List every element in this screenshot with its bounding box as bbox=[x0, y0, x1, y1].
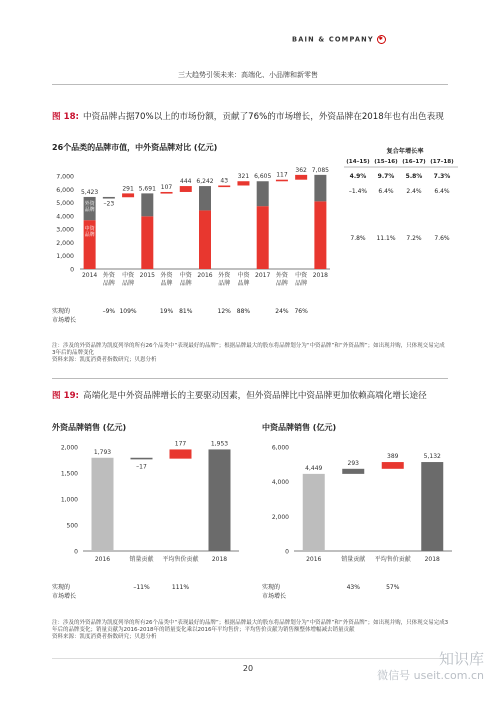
fig18-ytick-label: 0 bbox=[70, 266, 74, 274]
fig18-ytick-label: 6,000 bbox=[56, 186, 74, 194]
figure19-note-text: 注：涉及的外资品牌为凯度列举的所有26个品类中“表现最好的品牌”；根据品牌最大的股东将品牌划分为“中资品牌”和“外资品牌”；如出现并购，只体现交易完成3年后的品牌变化；销量贡献为2016-2018年的销量变化乘以2016年平均售价；平均售价贡献为销售额整体增幅减去销量贡献 bbox=[52, 620, 449, 634]
fig19-left-growth-value: –11% bbox=[133, 584, 150, 591]
fig19-left-bar-delta bbox=[170, 449, 192, 458]
cagr-value: 7.6% bbox=[434, 235, 450, 242]
figure19-title: 高端化是中外资品牌增长的主要驱动因素，但外资品牌比中资品牌更加依赖高端化增长途径 bbox=[82, 391, 427, 401]
fig18-ytick-label: 5,000 bbox=[56, 200, 74, 208]
fig18-data-label: 43 bbox=[220, 177, 229, 185]
fig19-right-ytick-label: 6,000 bbox=[271, 444, 289, 452]
cagr-value: 9.7% bbox=[377, 173, 395, 180]
fig19-right-bar-delta bbox=[382, 462, 404, 469]
fig18-data-label: 321 bbox=[237, 173, 250, 181]
figure19-number: 图 19: bbox=[52, 391, 79, 401]
cagr-value: 4.9% bbox=[349, 173, 367, 180]
fig18-xtick-label: 外资 bbox=[160, 272, 173, 279]
figure19-heading bbox=[52, 390, 462, 403]
figure19-left-chart-title: 外资品牌销售 (亿元) bbox=[52, 423, 127, 432]
fig18-bar-foreign bbox=[141, 193, 153, 216]
fig19-left-data-label: –17 bbox=[136, 463, 147, 471]
cagr-value: 11.1% bbox=[376, 235, 396, 242]
fig19-left-xtick-label: 销量贡献 bbox=[129, 556, 154, 563]
fig19-right-xtick-label: 2018 bbox=[424, 556, 440, 563]
cagr-period-header: (15–16) bbox=[374, 159, 398, 165]
page-number: 20 bbox=[242, 664, 254, 673]
fig18-growth-value: 24% bbox=[275, 308, 289, 315]
figure18-source: 资料来源：凯度消费者指数研究；贝恩分析 bbox=[52, 357, 157, 364]
section-divider bbox=[52, 378, 448, 379]
fig18-segment-label-foreign: 外资 bbox=[84, 200, 95, 207]
fig18-growth-value: –9% bbox=[102, 308, 116, 315]
cagr-value: 2.4% bbox=[406, 188, 422, 195]
fig18-bar-domestic bbox=[314, 201, 326, 269]
fig19-right-data-label: 389 bbox=[387, 453, 399, 461]
cagr-value: 7.3% bbox=[433, 173, 451, 180]
fig18-delta-bar-positive bbox=[180, 186, 192, 192]
fig19-left-xtick-label: 2018 bbox=[211, 556, 228, 563]
fig18-delta-bar-positive bbox=[122, 193, 134, 197]
fig18-data-label: 291 bbox=[122, 185, 134, 193]
cagr-value: 6.4% bbox=[434, 188, 450, 195]
fig18-data-label: 444 bbox=[180, 178, 192, 186]
fig19-right-xtick-label: 销量贡献 bbox=[341, 556, 366, 563]
fig19-right-growth-label: 市场增长 bbox=[262, 593, 287, 600]
fig19-left-ytick-label: 1,000 bbox=[60, 496, 78, 504]
fig18-xtick-label: 2016 bbox=[197, 272, 213, 279]
fig19-right-xtick-label: 2016 bbox=[306, 556, 322, 563]
fig18-segment-label-foreign: 品牌 bbox=[84, 206, 95, 213]
fig18-ytick-label: 7,000 bbox=[56, 173, 74, 181]
fig19-left-bar-delta bbox=[131, 458, 153, 460]
fig18-xtick-label: 品牌 bbox=[102, 280, 115, 287]
fig18-ytick-label: 4,000 bbox=[56, 213, 74, 221]
fig18-xtick-label: 外资 bbox=[102, 272, 115, 279]
fig19-right-growth-label: 实现的 bbox=[262, 584, 281, 591]
fig18-xtick-label: 2017 bbox=[255, 272, 271, 279]
fig18-xtick-label: 品牌 bbox=[122, 280, 135, 287]
fig18-bar-domestic bbox=[257, 206, 269, 269]
fig19-left-xtick-label: 2016 bbox=[94, 556, 111, 563]
fig18-xtick-label: 品牌 bbox=[218, 280, 231, 287]
fig18-growth-value: 88% bbox=[236, 308, 251, 315]
fig19-left-ytick-label: 500 bbox=[66, 522, 78, 530]
fig18-xtick-label: 品牌 bbox=[160, 280, 173, 287]
figure18-note-text: 注：涉及的外资品牌为凯度列举的所有26个品类中“表现最好的品牌”；根据品牌最大的股东将品牌划分为“中资品牌”和“外资品牌”；如出现并购，只体现交易完成3年后的品牌变化 bbox=[52, 343, 445, 357]
fig19-right-data-label: 293 bbox=[347, 459, 359, 467]
fig19-right-growth-value: 43% bbox=[346, 584, 360, 591]
fig18-data-label: –23 bbox=[103, 200, 115, 208]
brand-name: BAIN & COMPANY bbox=[292, 35, 374, 44]
figure19-note bbox=[52, 620, 452, 642]
fig18-data-label: 6,242 bbox=[196, 178, 214, 186]
fig18-data-label: 5,423 bbox=[81, 188, 99, 196]
fig18-growth-value: 109% bbox=[119, 308, 137, 315]
fig19-left-growth-label: 市场增长 bbox=[52, 593, 77, 600]
fig19-right-growth-value: 57% bbox=[386, 584, 400, 591]
fig18-delta-bar-positive bbox=[276, 180, 288, 182]
fig18-growth-value: 76% bbox=[294, 308, 308, 315]
page-subtitle: 三大趋势引领未来：高端化、小品牌和新零售 bbox=[178, 71, 318, 79]
fig18-bar-foreign bbox=[199, 186, 211, 210]
fig18-xtick-label: 中资 bbox=[295, 272, 308, 279]
cagr-value: 5.8% bbox=[405, 173, 423, 180]
figure18-chart-title: 26个品类的品牌市值，中外资品牌对比 (亿元) bbox=[52, 143, 218, 152]
fig19-right-ytick-label: 4,000 bbox=[271, 479, 289, 487]
fig18-data-label: 6,605 bbox=[254, 173, 272, 181]
cagr-value: –1.4% bbox=[348, 188, 368, 195]
fig18-data-label: 107 bbox=[160, 183, 173, 191]
fig18-bar-domestic bbox=[141, 216, 153, 269]
brand-mark-icon: ✱ bbox=[378, 36, 385, 42]
fig18-delta-bar-positive bbox=[218, 185, 230, 187]
fig18-growth-value: 12% bbox=[217, 308, 231, 315]
fig19-left-data-label: 177 bbox=[174, 440, 187, 448]
cagr-title: 复合年增长率 bbox=[386, 148, 424, 155]
fig19-right-bar-total bbox=[303, 474, 325, 551]
fig18-xtick-label: 品牌 bbox=[179, 280, 192, 287]
fig18-segment-label-domestic: 品牌 bbox=[84, 232, 95, 239]
fig18-growth-value: 19% bbox=[159, 308, 174, 315]
fig18-delta-bar-negative bbox=[103, 197, 115, 199]
fig18-bar-foreign bbox=[314, 175, 326, 201]
figure18-note bbox=[52, 343, 447, 365]
fig18-xtick-label: 2015 bbox=[139, 272, 155, 279]
figure18-number: 图 18: bbox=[52, 112, 79, 122]
fig18-bar-foreign bbox=[257, 181, 269, 206]
fig19-left-xtick-label: 平均售价贡献 bbox=[162, 556, 199, 563]
fig18-xtick-label: 中资 bbox=[122, 272, 135, 279]
fig18-growth-label: 实现的 bbox=[52, 308, 71, 315]
fig18-delta-bar-positive bbox=[237, 181, 249, 185]
fig19-right-data-label: 5,132 bbox=[423, 453, 441, 461]
cagr-value: 7.8% bbox=[350, 235, 366, 242]
fig19-left-growth-value: 111% bbox=[171, 584, 190, 591]
fig18-ytick-label: 2,000 bbox=[56, 239, 74, 247]
fig18-ytick-label: 3,000 bbox=[56, 226, 74, 234]
fig18-data-label: 117 bbox=[276, 171, 288, 179]
fig19-right-ytick-label: 0 bbox=[285, 548, 289, 556]
figure19-source: 资料来源：凯度消费者指数研究；贝恩分析 bbox=[52, 634, 157, 641]
fig18-xtick-label: 品牌 bbox=[275, 280, 288, 287]
cagr-period-header: (14–15) bbox=[346, 159, 370, 165]
figure19-right-chart-title: 中资品牌销售 (亿元) bbox=[262, 423, 337, 432]
fig19-left-growth-label: 实现的 bbox=[52, 584, 71, 591]
fig19-right-bar-total bbox=[421, 462, 443, 551]
fig18-xtick-label: 品牌 bbox=[237, 280, 250, 287]
fig18-ytick-label: 1,000 bbox=[56, 253, 74, 261]
fig19-left-data-label: 1,793 bbox=[93, 448, 112, 456]
fig18-delta-bar-positive bbox=[295, 175, 307, 180]
fig19-right-data-label: 4,449 bbox=[305, 464, 323, 472]
fig18-xtick-label: 外资 bbox=[275, 272, 288, 279]
fig19-left-bar-total bbox=[92, 458, 114, 551]
fig18-data-label: 5,691 bbox=[138, 185, 156, 193]
fig19-right-ytick-label: 2,000 bbox=[271, 513, 289, 521]
cagr-value: 6.4% bbox=[378, 188, 394, 195]
fig18-xtick-label: 中资 bbox=[237, 272, 250, 279]
watermark-title: 知识库 bbox=[438, 650, 484, 668]
fig18-data-label: 362 bbox=[295, 166, 307, 174]
fig18-xtick-label: 2014 bbox=[81, 272, 98, 279]
fig18-bar-domestic bbox=[199, 210, 211, 269]
fig18-delta-bar-positive bbox=[161, 192, 173, 194]
fig18-growth-label: 市场增长 bbox=[52, 317, 77, 324]
fig18-xtick-label: 2018 bbox=[312, 272, 329, 279]
fig18-xtick-label: 中资 bbox=[179, 272, 192, 279]
fig18-growth-value: 81% bbox=[179, 308, 193, 315]
fig19-right-bar-delta bbox=[342, 469, 364, 474]
footer-divider bbox=[52, 658, 448, 659]
fig19-left-ytick-label: 2,000 bbox=[60, 444, 78, 452]
fig18-segment-label-domestic: 中资 bbox=[84, 226, 95, 233]
fig19-left-bar-total bbox=[209, 449, 231, 551]
fig19-right-xtick-label: 平均售价贡献 bbox=[374, 556, 411, 563]
fig18-data-label: 7,085 bbox=[311, 166, 329, 174]
watermark-wechat: 微信号 useit.com.cn bbox=[377, 669, 484, 682]
fig18-xtick-label: 外资 bbox=[218, 272, 231, 279]
fig19-left-ytick-label: 1,500 bbox=[60, 470, 78, 478]
cagr-value: 7.2% bbox=[406, 235, 422, 242]
figure18-title: 中资品牌占据70%以上的市场份额，贡献了76%的市场增长，外资品牌在2018年也有出色表现 bbox=[82, 112, 444, 122]
cagr-period-header: (17–18) bbox=[430, 159, 454, 165]
fig19-left-data-label: 1,953 bbox=[210, 440, 229, 448]
fig18-xtick-label: 品牌 bbox=[295, 280, 308, 287]
cagr-period-header: (16–17) bbox=[402, 159, 426, 165]
fig19-left-ytick-label: 0 bbox=[74, 548, 78, 556]
